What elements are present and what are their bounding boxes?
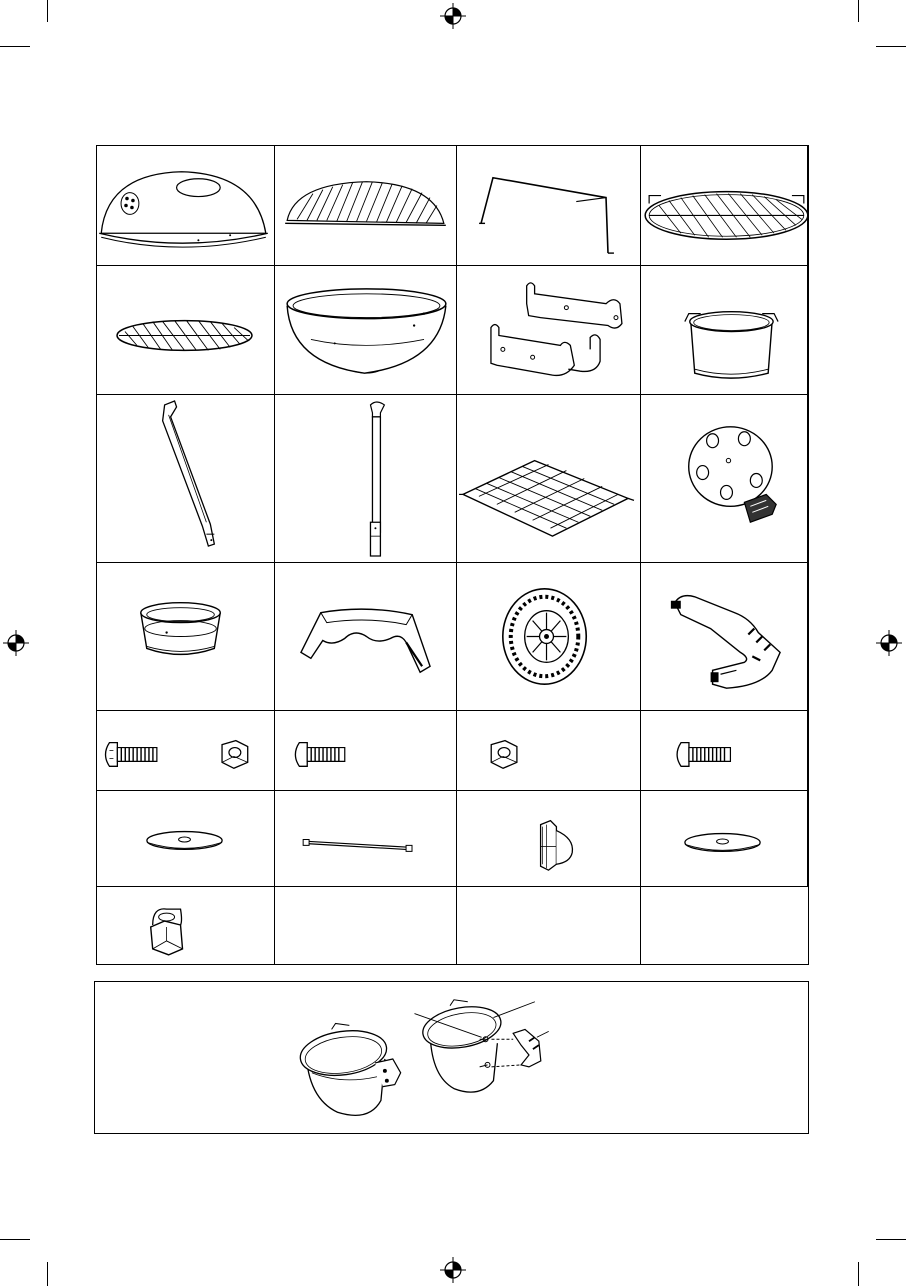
part-cell-short-bolt [275,711,457,791]
part-cell-leg-brackets [457,266,641,395]
part-cell-handle-ring [97,563,275,711]
crop-mark-top-right-v [858,0,859,22]
part-cell-hex-nut [457,711,641,791]
part-cell-cap-nut [457,791,641,887]
part-cell-ash-pan [641,266,808,395]
lock-nut-icon [97,887,274,964]
ash-pan-icon [641,266,807,394]
part-cell-lock-nut [97,887,275,964]
crop-mark-bottom-left-v [47,1262,48,1286]
part-cell-bolt [641,711,808,791]
grill-lid-icon [97,146,274,265]
crop-mark-top-left-h [0,46,30,47]
bolt-nut-icon [97,711,274,790]
rack-support-icon [457,146,640,265]
part-cell-bottom-shelf [457,395,641,563]
part-cell-bowl [275,266,457,395]
part-cell-cooking-grid [641,146,808,266]
registration-mark-icon [876,630,902,656]
part-cell-vent-plate [641,395,808,563]
assembly-diagram [94,981,809,1134]
part-cell-rack-support [457,146,641,266]
part-cell-bent-leg [97,395,275,563]
part-cell-side-handle [641,563,808,711]
straight-leg-icon [275,395,456,562]
part-cell-wheel [457,563,641,711]
crop-mark-top-left-v [47,0,48,22]
bolt-icon [641,711,807,790]
part-cell-washer [641,791,808,887]
part-cell-bolt-and-nut [97,711,275,791]
exploded-side-handle [491,1029,540,1067]
exploded-ash-pan [420,1000,505,1092]
part-cell-warming-rack [275,146,457,266]
crop-mark-bottom-left-h [0,1239,30,1240]
part-cell-empty [641,887,808,964]
warming-rack-icon [275,146,456,265]
registration-mark-icon [3,630,29,656]
cap-nut-icon [457,791,640,886]
part-cell-axle [275,791,457,887]
crop-mark-bottom-right-v [858,1262,859,1286]
lid-handle-icon [275,563,456,710]
parts-grid [96,145,809,965]
washer-icon [97,791,274,886]
axle-icon [275,791,456,886]
registration-mark-icon [440,1257,466,1283]
leg-bracket-icon [457,266,640,394]
part-cell-straight-leg [275,395,457,563]
handle-ring-icon [97,563,274,710]
bent-leg-icon [97,395,274,562]
assembled-ash-pan-with-handle [297,1023,400,1115]
wire-shelf-icon [457,395,640,562]
charcoal-grate-icon [97,266,274,394]
part-cell-lid-handle [275,563,457,711]
part-cell-charcoal-grate [97,266,275,395]
washer-icon [641,791,807,886]
registration-mark-icon [440,3,466,29]
bolt-icon [275,711,456,790]
crop-mark-top-right-h [876,46,906,47]
cooking-grid-icon [641,146,807,265]
hex-nut-icon [457,711,640,790]
part-cell-washer [97,791,275,887]
vent-plate-icon [641,395,807,562]
part-cell-lid [97,146,275,266]
assembly-diagram-icon [95,982,808,1133]
part-cell-empty [457,887,641,964]
part-cell-empty [275,887,457,964]
side-handle-icon [641,563,807,710]
wheel-icon [457,563,640,710]
bowl-icon [275,266,456,394]
crop-mark-bottom-right-h [876,1239,906,1240]
